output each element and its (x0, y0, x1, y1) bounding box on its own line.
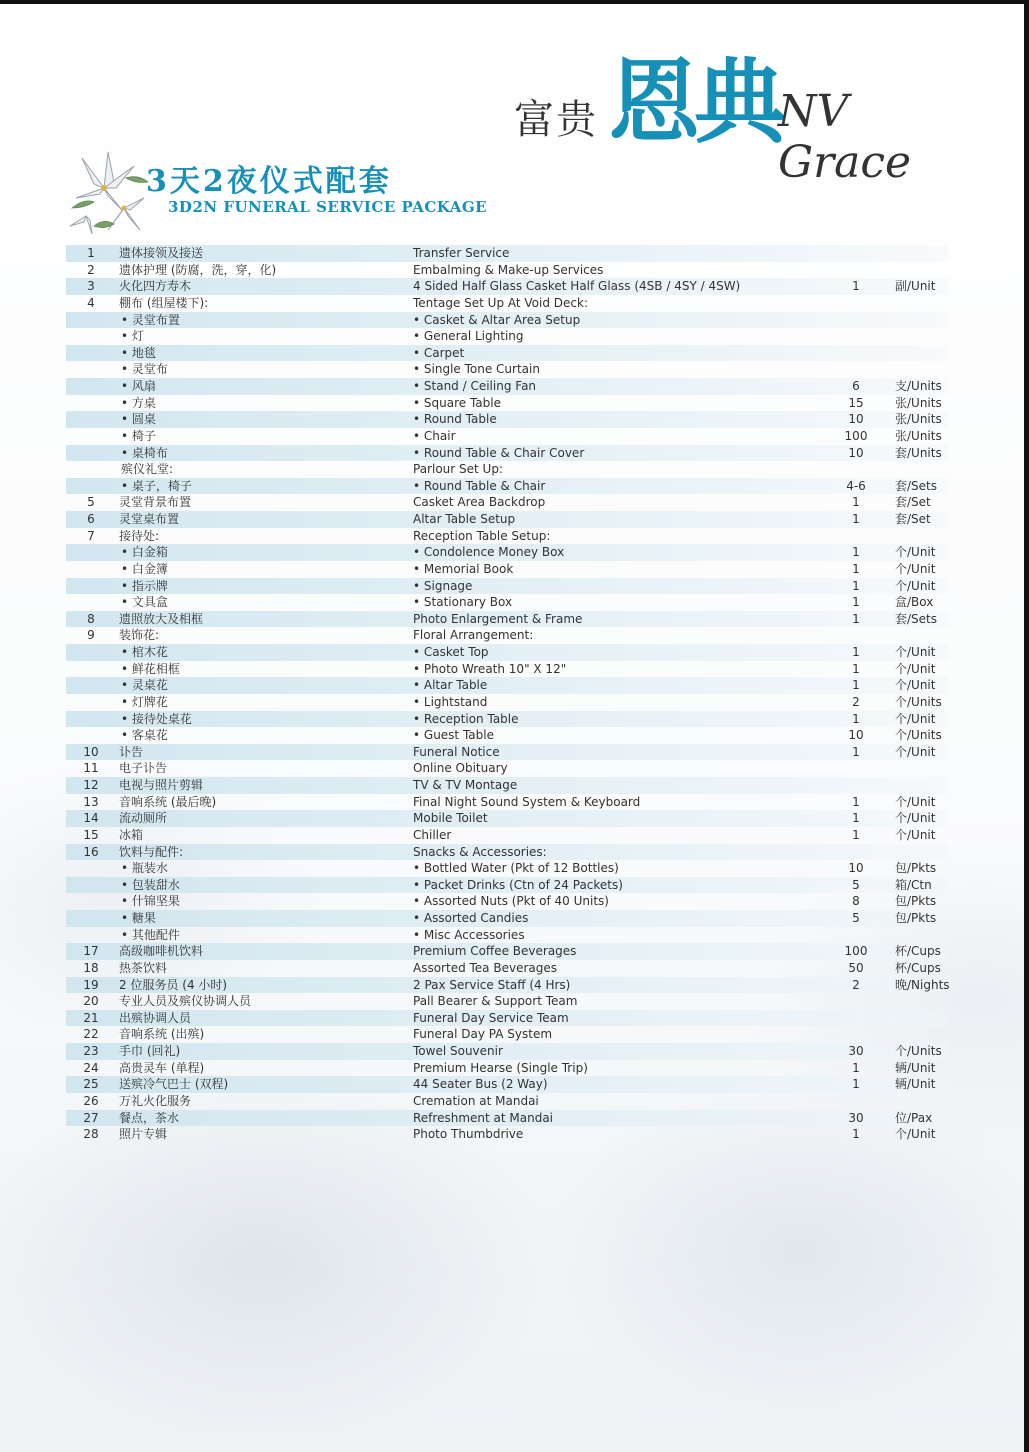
item-unit: 杯/Cups (895, 944, 941, 959)
item-name-cn: 送殡冷气巴士 (双程) (119, 1077, 229, 1092)
table-row (66, 794, 948, 811)
item-name-en: Premium Hearse (Single Trip) (413, 1060, 588, 1075)
item-name-en: Funeral Notice (413, 744, 500, 759)
item-name-en: Online Obituary (413, 761, 508, 776)
item-number: 4 (87, 295, 95, 310)
item-name-en: Photo Enlargement & Frame (413, 611, 583, 626)
item-name-en: Embalming & Make-up Services (413, 262, 604, 277)
item-name-en: Floral Arrangement: (413, 628, 534, 643)
table-row (66, 478, 948, 495)
item-name-cn: • 白金簿 (121, 561, 168, 576)
item-number: 20 (83, 994, 99, 1009)
item-number: 24 (83, 1060, 99, 1075)
table-row (66, 1060, 948, 1077)
item-number: 3 (87, 279, 95, 294)
item-name-cn: • 灵堂布置 (121, 312, 180, 327)
item-name-en: • Photo Wreath 10" X 12" (413, 661, 567, 676)
brand-en: NV Grace (778, 86, 912, 188)
item-quantity: 1 (852, 678, 860, 693)
table-row (66, 744, 948, 761)
item-number: 10 (83, 744, 99, 759)
item-name-en: • Condolence Money Box (413, 545, 565, 560)
table-row (66, 694, 948, 711)
table-row (66, 677, 948, 694)
table-row (66, 827, 948, 844)
item-name-cn: • 什锦坚果 (121, 894, 180, 909)
item-number: 28 (83, 1127, 99, 1142)
item-number: 18 (83, 960, 99, 975)
item-name-en: • Round Table (413, 412, 497, 427)
item-name-cn: 音响系统 (出殡) (119, 1027, 205, 1042)
item-name-en: Altar Table Setup (413, 512, 516, 526)
item-number: 2 (87, 262, 95, 277)
item-number: 11 (83, 761, 99, 776)
table-row (66, 262, 948, 279)
table-row (66, 411, 948, 428)
item-name-cn: 流动厕所 (119, 811, 168, 826)
top-border (0, 0, 1029, 4)
table-row (66, 511, 948, 528)
item-quantity: 4-6 (846, 478, 866, 493)
table-row (66, 611, 948, 628)
item-name-en: Mobile Toilet (413, 811, 488, 826)
item-quantity: 1 (852, 744, 860, 759)
item-name-cn: • 糖果 (121, 911, 156, 925)
item-name-en: Reception Table Setup: (413, 528, 551, 543)
package-title-en: 3D2N FUNERAL SERVICE PACKAGE (168, 198, 488, 216)
item-quantity: 10 (848, 445, 864, 460)
item-unit: 套/Set (895, 512, 931, 526)
item-name-en: • Round Table & Chair (413, 478, 546, 493)
table-row (66, 1076, 948, 1093)
item-quantity: 1 (852, 1060, 860, 1075)
table-row (66, 544, 948, 561)
table-row (66, 345, 948, 362)
item-name-en: Funeral Day PA System (413, 1027, 553, 1042)
item-name-cn: • 灯 (121, 329, 144, 344)
item-name-cn: • 桌椅布 (121, 445, 168, 460)
table-row (66, 661, 948, 678)
table-row (66, 328, 948, 345)
item-name-cn: 接待处: (119, 528, 160, 543)
table-row (66, 528, 948, 545)
item-name-cn: • 圆桌 (121, 412, 156, 427)
item-unit: 套/Sets (895, 611, 938, 626)
table-row (66, 960, 948, 977)
item-name-cn: 殡仪礼堂: (121, 462, 174, 477)
table-row (66, 844, 948, 861)
item-name-cn: • 文具盒 (121, 595, 168, 610)
item-number: 17 (83, 944, 99, 959)
item-name-en: Tentage Set Up At Void Deck: (413, 295, 589, 310)
item-name-cn: 遗体接领及接送 (119, 246, 204, 260)
item-unit: 张/Units (895, 395, 942, 410)
item-unit: 包/Pkts (895, 894, 937, 909)
item-quantity: 5 (852, 911, 860, 925)
item-quantity: 1 (852, 578, 860, 593)
table-row (66, 910, 948, 927)
item-quantity: 10 (848, 412, 864, 427)
item-name-cn: 照片专辑 (119, 1127, 168, 1142)
item-name-cn: • 风扇 (121, 379, 156, 393)
table-row (66, 777, 948, 794)
item-name-cn: 遗照放大及相框 (119, 611, 204, 626)
table-row (66, 993, 948, 1010)
item-quantity: 1 (852, 827, 860, 842)
item-name-cn: 电视与照片剪辑 (119, 778, 204, 792)
item-name-en: Pall Bearer & Support Team (413, 994, 578, 1009)
table-row (66, 860, 948, 877)
item-name-cn: • 椅子 (121, 428, 156, 443)
table-row (66, 312, 948, 329)
item-name-cn: • 灵桌花 (121, 678, 168, 693)
table-row (66, 428, 948, 445)
item-name-en: • Casket Top (413, 645, 489, 659)
item-name-en: • Signage (413, 578, 473, 593)
item-unit: 个/Unit (895, 661, 936, 676)
item-number: 27 (83, 1110, 99, 1125)
item-quantity: 1 (852, 711, 860, 726)
item-unit: 张/Units (895, 412, 942, 427)
table-row (66, 760, 948, 777)
item-number: 9 (87, 628, 95, 643)
table-row (66, 1110, 948, 1127)
table-row (66, 461, 948, 478)
item-name-cn: 灵堂背景布置 (119, 495, 192, 510)
item-name-cn: • 棺木花 (121, 645, 168, 659)
package-table (66, 245, 948, 1143)
item-quantity: 1 (852, 1077, 860, 1092)
item-name-en: • Packet Drinks (Ctn of 24 Packets) (413, 877, 623, 892)
item-number: 19 (83, 977, 99, 992)
item-quantity: 1 (852, 512, 860, 526)
item-name-cn: 高级咖啡机饮料 (119, 944, 204, 959)
brand-logo (510, 48, 970, 188)
table-row (66, 627, 948, 644)
table-row (66, 727, 948, 744)
item-name-en: • Assorted Candies (413, 911, 529, 925)
item-number: 16 (83, 844, 99, 859)
item-unit: 包/Pkts (895, 861, 937, 876)
item-number: 14 (83, 811, 99, 826)
item-name-cn: 冰箱 (119, 827, 144, 842)
table-row (66, 445, 948, 462)
item-name-en: 44 Seater Bus (2 Way) (413, 1077, 548, 1092)
table-row (66, 927, 948, 944)
item-name-en: • Square Table (413, 395, 501, 410)
item-unit: 包/Pkts (895, 911, 937, 925)
item-number: 25 (83, 1077, 99, 1092)
item-number: 21 (83, 1010, 99, 1025)
table-row (66, 594, 948, 611)
table-row (66, 1043, 948, 1060)
item-name-en: Chiller (413, 827, 452, 842)
item-quantity: 30 (848, 1044, 864, 1058)
item-quantity: 10 (848, 861, 864, 876)
table-row (66, 395, 948, 412)
item-name-en: • Casket & Altar Area Setup (413, 312, 581, 327)
item-name-cn: • 包装甜水 (121, 877, 180, 892)
item-name-cn: 装饰花: (119, 628, 160, 643)
item-name-cn: • 桌子，椅子 (121, 478, 192, 493)
item-name-en: • Stand / Ceiling Fan (413, 379, 537, 393)
item-unit: 晚/Nights (895, 977, 950, 992)
item-unit: 箱/Ctn (895, 877, 932, 892)
item-name-cn: 音响系统 (最后晚) (119, 794, 217, 809)
item-name-en: Towel Souvenir (413, 1044, 503, 1058)
item-name-cn: 出殡协调人员 (119, 1010, 192, 1025)
table-row (66, 1010, 948, 1027)
item-name-cn: 遗体护理 (防腐，洗，穿，化) (119, 262, 277, 277)
item-name-en: Assorted Tea Beverages (413, 960, 557, 975)
item-name-cn: • 方桌 (121, 395, 156, 410)
table-row (66, 494, 948, 511)
item-quantity: 1 (852, 611, 860, 626)
item-name-cn: • 鲜花相框 (121, 661, 180, 676)
item-quantity: 1 (852, 1127, 860, 1142)
item-unit: 个/Unit (895, 811, 936, 826)
item-name-en: Premium Coffee Beverages (413, 944, 577, 959)
item-name-en: • Chair (413, 428, 456, 443)
item-quantity: 50 (848, 960, 864, 975)
item-unit: 副/Unit (895, 279, 936, 294)
item-quantity: 1 (852, 561, 860, 576)
item-quantity: 1 (852, 495, 860, 510)
item-name-en: 4 Sided Half Glass Casket Half Glass (4SB / 4SY / 4SW) (413, 279, 741, 294)
package-title-cn: 3天2夜仪式配套 (146, 164, 392, 199)
brand-cn-small: 富贵 (514, 97, 598, 143)
item-number: 1 (87, 246, 95, 260)
table-row (66, 893, 948, 910)
table-row (66, 578, 948, 595)
item-name-cn: 热茶饮料 (119, 960, 168, 975)
item-quantity: 1 (852, 279, 860, 294)
table-row (66, 378, 948, 395)
item-name-cn: 灵堂桌布置 (119, 512, 180, 526)
item-unit: 张/Units (895, 428, 942, 443)
item-number: 7 (87, 528, 95, 543)
item-number: 13 (83, 794, 99, 809)
table-row (66, 561, 948, 578)
item-unit: 个/Unit (895, 561, 936, 576)
item-number: 5 (87, 495, 95, 510)
item-unit: 支/Units (895, 379, 942, 393)
item-name-cn: • 指示牌 (121, 578, 168, 593)
table-row (66, 1126, 948, 1143)
item-name-en: • Bottled Water (Pkt of 12 Bottles) (413, 861, 619, 876)
item-name-en: • Assorted Nuts (Pkt of 40 Units) (413, 894, 609, 909)
item-name-en: Casket Area Backdrop (413, 495, 546, 510)
item-unit: 个/Unit (895, 794, 936, 809)
item-name-cn: • 白金箱 (121, 545, 168, 560)
table-row (66, 810, 948, 827)
item-quantity: 2 (852, 694, 860, 709)
item-quantity: 2 (852, 977, 860, 992)
item-name-en: • Misc Accessories (413, 927, 525, 942)
item-unit: 个/Units (895, 728, 942, 743)
item-name-en: Parlour Set Up: (413, 462, 503, 477)
item-unit: 个/Units (895, 694, 942, 709)
item-number: 15 (83, 827, 99, 842)
item-name-cn: 专业人员及殡仪协调人员 (119, 994, 252, 1009)
item-number: 6 (87, 512, 95, 526)
item-name-cn: 电子讣告 (119, 761, 168, 776)
item-name-cn: 饮料与配件: (119, 844, 184, 859)
item-quantity: 100 (844, 944, 868, 959)
item-name-en: Final Night Sound System & Keyboard (413, 794, 641, 809)
item-unit: 个/Unit (895, 578, 936, 593)
item-name-cn: • 接待处桌花 (121, 711, 192, 726)
item-name-cn: 讣告 (119, 744, 144, 759)
table-row (66, 1026, 948, 1043)
item-unit: 个/Unit (895, 1127, 936, 1142)
item-unit: 套/Set (895, 495, 931, 510)
item-name-cn: 火化四方寿木 (119, 279, 192, 294)
item-number: 23 (83, 1044, 99, 1058)
item-unit: 个/Units (895, 1044, 942, 1058)
item-number: 8 (87, 611, 95, 626)
table-row (66, 278, 948, 295)
item-quantity: 30 (848, 1110, 864, 1125)
item-quantity: 100 (844, 428, 868, 443)
item-quantity: 1 (852, 811, 860, 826)
item-unit: 个/Unit (895, 744, 936, 759)
table-row (66, 1093, 948, 1110)
brand-cn-big: 恩典 (608, 48, 781, 156)
item-name-cn: • 瓶装水 (121, 861, 168, 876)
item-name-en: 2 Pax Service Staff (4 Hrs) (413, 977, 571, 992)
item-name-en: • Reception Table (413, 711, 519, 726)
item-quantity: 1 (852, 645, 860, 659)
table-row (66, 977, 948, 994)
item-name-en: TV & TV Montage (413, 778, 518, 792)
item-quantity: 15 (848, 395, 864, 410)
item-name-cn: 餐点，茶水 (119, 1110, 180, 1125)
item-unit: 套/Sets (895, 478, 938, 493)
item-quantity: 6 (852, 379, 860, 393)
item-name-cn: • 客桌花 (121, 728, 168, 743)
item-unit: 个/Unit (895, 827, 936, 842)
item-name-en: Photo Thumbdrive (413, 1127, 524, 1142)
item-name-en: • Altar Table (413, 678, 488, 693)
item-number: 26 (83, 1093, 99, 1108)
item-quantity: 1 (852, 545, 860, 560)
table-row (66, 361, 948, 378)
item-quantity: 8 (852, 894, 860, 909)
item-name-en: Funeral Day Service Team (413, 1010, 569, 1025)
item-quantity: 1 (852, 595, 860, 610)
item-name-cn: 高贵灵车 (单程) (119, 1060, 205, 1075)
item-name-en: • Memorial Book (413, 561, 514, 576)
item-name-en: • Guest Table (413, 728, 494, 743)
item-quantity: 10 (848, 728, 864, 743)
item-name-en: • General Lighting (413, 329, 524, 344)
item-name-cn: 万礼火化服务 (119, 1093, 192, 1108)
item-name-en: • Carpet (413, 345, 465, 360)
item-unit: 杯/Cups (895, 960, 941, 975)
item-quantity: 1 (852, 794, 860, 809)
table-row (66, 877, 948, 894)
item-unit: 个/Unit (895, 711, 936, 726)
table-row (66, 644, 948, 661)
item-quantity: 1 (852, 661, 860, 676)
item-name-cn: 手巾 (回礼) (119, 1044, 181, 1058)
item-name-en: • Round Table & Chair Cover (413, 445, 585, 460)
item-name-en: • Single Tone Curtain (413, 362, 540, 377)
item-name-cn: 棚布 (组屋楼下): (119, 295, 209, 310)
table-row (66, 245, 948, 262)
item-name-en: Snacks & Accessories: (413, 844, 547, 859)
item-unit: 个/Unit (895, 645, 936, 659)
table-row (66, 711, 948, 728)
item-name-en: • Lightstand (413, 694, 488, 709)
item-unit: 辆/Unit (895, 1077, 936, 1092)
item-unit: 辆/Unit (895, 1060, 936, 1075)
table-row (66, 943, 948, 960)
item-name-en: Transfer Service (413, 246, 510, 260)
item-quantity: 5 (852, 877, 860, 892)
item-name-en: Cremation at Mandai (413, 1093, 539, 1108)
item-unit: 个/Unit (895, 678, 936, 693)
item-name-cn: 2 位服务员 (4 小时) (119, 977, 228, 992)
table-row (66, 295, 948, 312)
item-unit: 盒/Box (895, 595, 934, 610)
item-name-cn: • 地毯 (121, 345, 156, 360)
item-name-en: • Stationary Box (413, 595, 513, 610)
item-name-en: Refreshment at Mandai (413, 1110, 554, 1125)
item-number: 12 (83, 778, 99, 792)
item-unit: 个/Unit (895, 545, 936, 560)
item-unit: 套/Units (895, 445, 942, 460)
item-name-cn: • 灯牌花 (121, 694, 168, 709)
item-name-cn: • 其他配件 (121, 927, 180, 942)
right-border (1024, 0, 1029, 1452)
item-number: 22 (83, 1027, 99, 1042)
item-unit: 位/Pax (895, 1110, 933, 1125)
item-name-cn: • 灵堂布 (121, 362, 168, 377)
